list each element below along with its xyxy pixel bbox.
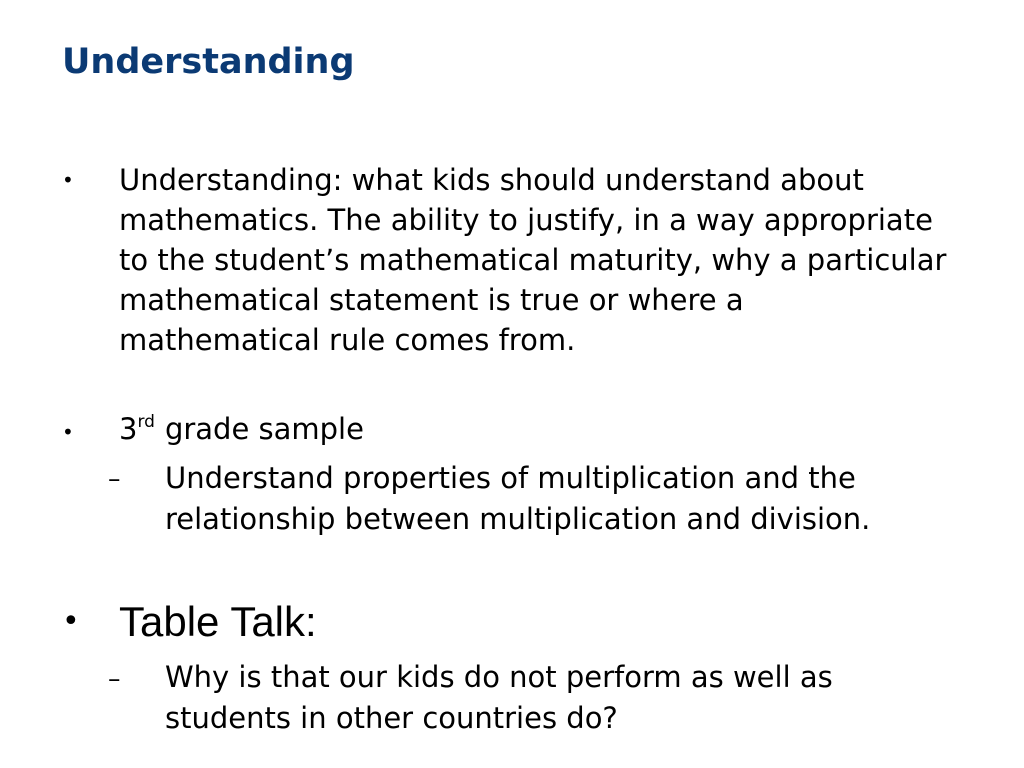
grade-ordinal-suffix: rd — [137, 412, 155, 432]
grade-sample-label: grade sample — [164, 412, 364, 446]
sub-bullet-discussion-question: Why is that our kids do not perform as well as students in other countries do? — [165, 660, 833, 735]
bullet-marker: • — [62, 604, 80, 639]
slide-title: Understanding — [62, 42, 355, 82]
bullet-table-talk: Table Talk: — [119, 598, 317, 645]
bullet-marker: • — [62, 168, 74, 192]
sub-bullet-dash: – — [108, 464, 121, 493]
bullet-grade-sample — [119, 409, 949, 449]
sub-bullet-dash: – — [108, 664, 121, 693]
bullet-marker: • — [62, 420, 74, 444]
grade-number: 3 — [119, 412, 138, 446]
sub-bullet-multiplication-standard: Understand properties of multiplication and the relationship between multiplication and division. — [165, 461, 871, 536]
bullet-understanding-definition: Understanding: what kids should understand about mathematics. The ability to justify, in a way appropriate to the student’s mathematical maturity, why a particular mathematical statement is true or where a mathematical rule comes from. — [119, 163, 947, 357]
